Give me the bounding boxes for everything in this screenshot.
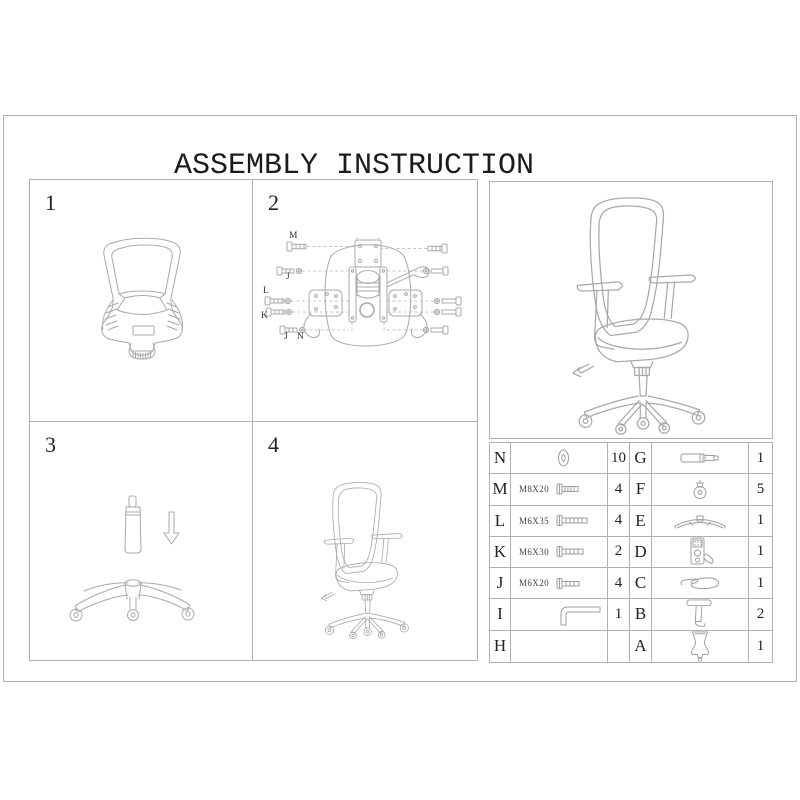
part-qty: 10 [608, 443, 630, 474]
part-qty: 1 [749, 568, 772, 599]
part-qty: 4 [608, 506, 630, 537]
seat-mechanism-exploded-drawing [253, 180, 476, 420]
part-illustration [511, 631, 608, 662]
backrest-rear-drawing [30, 180, 251, 420]
nut-icon [556, 448, 571, 468]
part-id: M [490, 474, 511, 505]
gas-lift-and-base-drawing [30, 422, 251, 658]
part-id: D [630, 537, 652, 568]
part-id: L [490, 506, 511, 537]
seat-plate-icon [679, 576, 721, 591]
bolt-icon [556, 578, 580, 589]
step2-bolt-label-n: N [297, 332, 304, 342]
part-qty: 1 [608, 599, 630, 630]
bolt-icon [556, 546, 584, 557]
part-illustration [652, 537, 749, 568]
part-illustration: M6X30 [511, 537, 608, 568]
part-qty: 1 [749, 537, 772, 568]
part-id: E [630, 506, 652, 537]
part-illustration [652, 568, 749, 599]
part-id: F [630, 474, 652, 505]
base-icon [673, 512, 727, 529]
part-qty: 1 [749, 443, 772, 474]
step-number-4: 4 [268, 432, 279, 457]
part-qty: 4 [608, 568, 630, 599]
bolt-icon [556, 483, 580, 495]
backrest-icon [688, 631, 712, 662]
bolt-icon [556, 515, 588, 526]
step-panel-2 [253, 180, 477, 422]
part-qty: 1 [749, 506, 772, 537]
part-illustration [652, 599, 749, 630]
page-title: ASSEMBLY INSTRUCTION [173, 149, 535, 184]
gas-lift-icon [680, 453, 720, 463]
part-qty: 5 [749, 474, 772, 505]
step2-bolt-label-j-top: J [286, 272, 290, 282]
part-illustration: M8X20 [511, 474, 608, 505]
step-number-2: 2 [268, 190, 279, 215]
part-illustration [652, 443, 749, 474]
part-id: I [490, 599, 511, 630]
sheet-border [3, 115, 797, 682]
part-id: N [490, 443, 511, 474]
tilt-mechanism-icon [685, 537, 715, 567]
step-number-3: 3 [45, 432, 56, 457]
step2-bolt-label-j-bottom: J [284, 332, 288, 342]
part-illustration: M6X35 [511, 506, 608, 537]
part-illustration [652, 474, 749, 505]
part-qty: 2 [749, 599, 772, 630]
part-id: A [630, 631, 652, 662]
part-qty: 1 [756, 637, 765, 654]
parts-table [489, 442, 773, 663]
steps-grid [29, 179, 478, 661]
step2-bolt-label-k: K [261, 311, 268, 321]
step-number-1: 1 [45, 190, 56, 215]
finished-chair-panel [489, 181, 773, 439]
part-id: K [490, 537, 511, 568]
part-illustration: M6X20 [511, 568, 608, 599]
step2-bolt-label-l: L [263, 286, 269, 296]
part-qty [608, 631, 630, 662]
part-illustration [511, 443, 608, 474]
part-illustration [511, 599, 608, 630]
finished-chair-drawing [550, 194, 710, 436]
armrest-icon [685, 599, 715, 629]
allen-key-icon [556, 602, 602, 626]
assembled-chair-drawing [306, 480, 412, 640]
part-illustration [652, 506, 749, 537]
part-qty: 4 [608, 474, 630, 505]
part-id: C [630, 568, 652, 599]
step-panel-1 [30, 180, 253, 422]
part-qty: 2 [608, 537, 630, 568]
part-id: H [490, 631, 511, 662]
step2-bolt-label-m: M [289, 231, 298, 241]
part-id: J [490, 568, 511, 599]
part-illustration [652, 631, 749, 662]
caster-icon [692, 479, 708, 500]
step-panel-3 [30, 422, 253, 660]
step-panel-4 [253, 422, 477, 660]
part-id: B [630, 599, 652, 630]
part-id: G [630, 443, 652, 474]
